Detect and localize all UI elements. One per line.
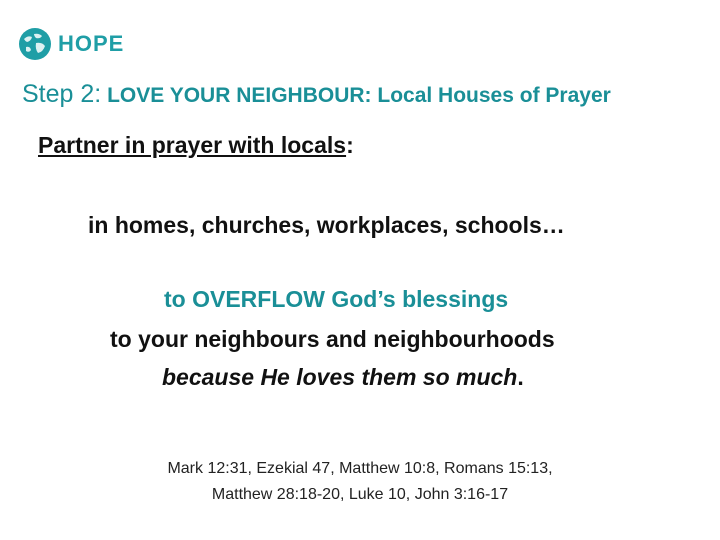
partner-heading — [38, 132, 354, 159]
overflow-line: to OVERFLOW God’s blessings — [164, 286, 509, 312]
step-label: Step 2: — [22, 80, 102, 108]
partner-heading-colon: : — [346, 132, 354, 158]
step-heading: LOVE YOUR NEIGHBOUR: Local Houses of Prayer — [101, 84, 611, 107]
partner-heading-text: Partner in prayer with locals — [38, 132, 347, 158]
neighbours-line: to your neighbours and neighbourhoods — [110, 326, 555, 352]
places-line: in homes, churches, workplaces, schools… — [88, 212, 565, 238]
hope-logo — [18, 26, 124, 62]
globe-icon — [18, 27, 52, 61]
because-line — [162, 364, 524, 391]
page-title — [22, 80, 611, 109]
scripture-references — [120, 456, 600, 508]
reference-line-1: Mark 12:31, Ezekial 47, Matthew 10:8, Romans 15:13, — [167, 460, 553, 477]
because-text: because He loves them so much — [162, 364, 518, 390]
reference-line-2: Matthew 28:18-20, Luke 10, John 3:16-17 — [211, 486, 509, 503]
because-period: . — [517, 364, 524, 390]
logo-text: HOPE — [58, 31, 125, 56]
